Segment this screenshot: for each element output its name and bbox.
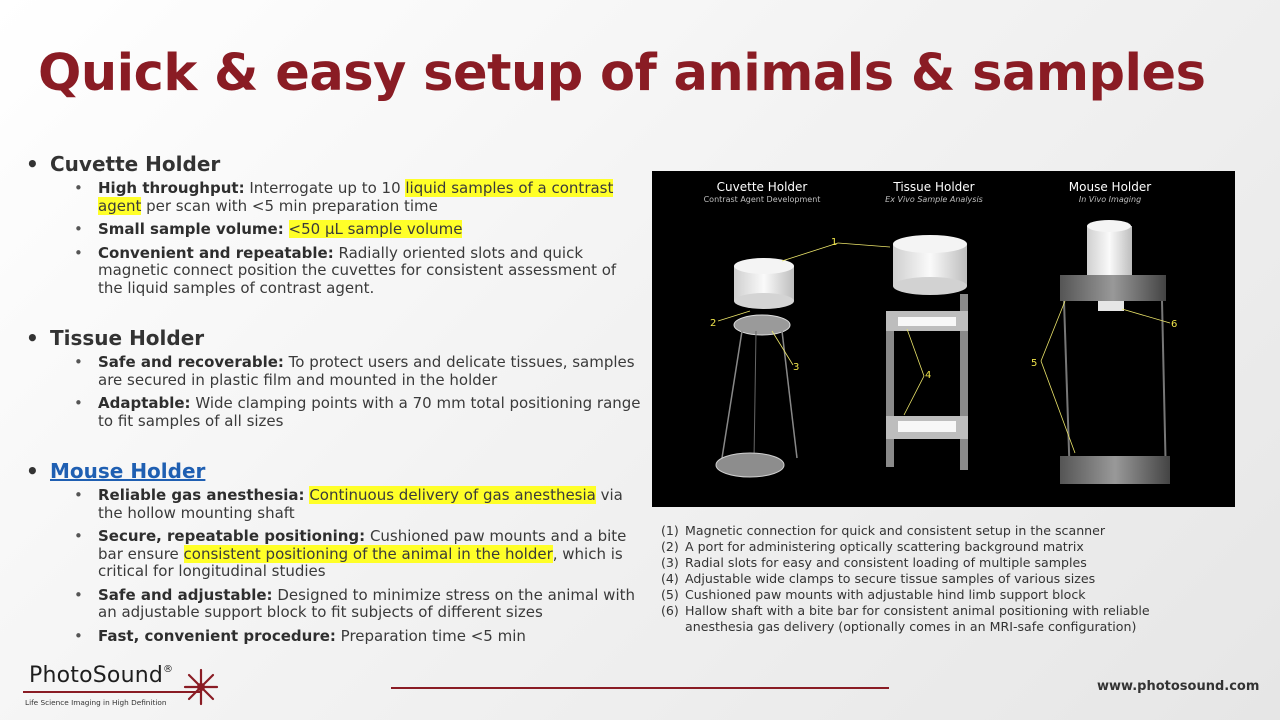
note-text: Magnetic connection for quick and consistent setup in the scanner [685, 523, 1106, 538]
starburst-icon [183, 667, 219, 707]
note-text: Cushioned paw mounts with adjustable hind limb support block [685, 587, 1086, 602]
slide-title: Quick & easy setup of animals & samples [38, 44, 1206, 103]
item-text: , which is critical for longitudinal studies [98, 544, 623, 580]
holder-subtitle: Ex Vivo Sample Analysis [885, 195, 983, 204]
list-item [98, 628, 641, 646]
logo-registered-mark: ® [163, 664, 174, 675]
item-label: High throughput: [98, 179, 245, 197]
holders-illustration [652, 171, 1235, 507]
item-text: Wide clamping points with a 70 mm total positioning range to fit samples of all sizes [98, 394, 641, 430]
note-item [661, 603, 1221, 635]
note-text: Radial slots for easy and consistent loading of multiple samples [685, 555, 1087, 570]
item-text: To protect users and delicate tissues, samples are secured in plastic film and mounted in the holder [98, 353, 635, 389]
callout-2: 2 [710, 318, 717, 329]
holder-subtitle: In Vivo Imaging [1078, 195, 1142, 204]
note-text: Hallow shaft with a bite bar for consistent animal positioning with reliable anesthesia gas delivery (optionally comes in an MRI-safe configuration) [685, 603, 1150, 634]
list-item [98, 245, 641, 298]
mouse-holder-link[interactable]: Mouse Holder [50, 459, 206, 483]
note-item [661, 555, 1221, 571]
list-item [98, 487, 641, 522]
note-text: A port for administering optically scattering background matrix [685, 539, 1084, 554]
item-text [284, 220, 289, 238]
tissue-holder-drawing [886, 235, 968, 470]
item-text: via the hollow mounting shaft [98, 486, 623, 522]
section-heading-tissue [26, 325, 641, 351]
list-item [98, 587, 641, 622]
note-number: (1) [661, 523, 679, 538]
list-item [98, 528, 641, 581]
note-item [661, 539, 1221, 555]
list-item [98, 221, 641, 239]
callout-5: 5 [1031, 358, 1038, 369]
item-label: Safe and recoverable: [98, 353, 284, 371]
item-text: Preparation time <5 min [335, 626, 526, 645]
list-item [98, 354, 641, 389]
section-heading-text: Tissue Holder [50, 326, 205, 350]
item-text: per scan with <5 min preparation time [141, 196, 438, 215]
callout-6: 6 [1171, 319, 1178, 330]
highlighted-text: consistent positioning of the animal in the holder [183, 544, 553, 563]
tissue-items [26, 354, 641, 430]
holders-photo [652, 171, 1235, 507]
section-heading-mouse [26, 458, 641, 484]
item-label: Reliable gas anesthesia: [98, 486, 305, 504]
note-item [661, 587, 1221, 603]
section-heading-text: Cuvette Holder [50, 152, 221, 176]
holder-subtitle: Contrast Agent Development [703, 195, 821, 204]
note-item [661, 571, 1221, 587]
callout-1: 1 [831, 237, 838, 248]
item-text: Cushioned paw mounts and a bite bar ensure [98, 527, 627, 563]
cuvette-items [26, 180, 641, 297]
holder-title: Cuvette Holder [716, 180, 808, 194]
cuvette-holder-drawing [716, 258, 800, 477]
logo-tagline: Life Science Imaging in High Definition [25, 698, 167, 707]
highlighted-text: Continuous delivery of gas anesthesia [309, 486, 596, 504]
list-item [98, 395, 641, 430]
list-item [98, 180, 641, 215]
note-text: Adjustable wide clamps to secure tissue samples of various sizes [685, 571, 1096, 586]
item-label: Convenient and repeatable: [98, 243, 334, 262]
note-number: (2) [661, 539, 679, 554]
note-number: (4) [661, 571, 679, 586]
feature-list [26, 151, 641, 651]
item-label: Safe and adjustable: [98, 585, 273, 604]
item-label: Small sample volume: [98, 220, 284, 238]
highlighted-text: liquid samples of a contrast agent [98, 179, 614, 215]
note-number: (5) [661, 587, 679, 602]
note-number: (3) [661, 555, 679, 570]
holder-title: Mouse Holder [1068, 180, 1152, 194]
section-heading-cuvette [26, 151, 641, 177]
note-item [661, 523, 1221, 539]
footer-divider [391, 687, 889, 689]
note-number: (6) [661, 603, 679, 618]
item-label: Fast, convenient procedure: [98, 626, 336, 645]
photosound-logo [23, 661, 223, 713]
logo-underline [23, 691, 201, 693]
item-text: Radially oriented slots and quick magnetic connect position the cuvettes for consistent assessment of the liquid samples of contrast agent. [98, 243, 617, 297]
callout-4: 4 [925, 370, 932, 381]
figure-notes [661, 523, 1221, 635]
mouse-items [26, 487, 641, 645]
item-text: Interrogate up to 10 [244, 179, 406, 197]
website-url[interactable]: www.photosound.com [1097, 679, 1260, 694]
holder-title: Tissue Holder [893, 180, 975, 194]
item-label: Adaptable: [98, 394, 191, 412]
item-label: Secure, repeatable positioning: [98, 527, 366, 545]
logo-name: PhotoSound [29, 663, 164, 688]
callout-3: 3 [793, 362, 800, 373]
item-text: Designed to minimize stress on the animal with an adjustable support block to fit subjects of different sizes [98, 585, 635, 621]
mouse-holder-drawing [1060, 220, 1170, 484]
highlighted-text: <50 µL sample volume [288, 220, 463, 238]
logo-wordmark [29, 663, 173, 688]
